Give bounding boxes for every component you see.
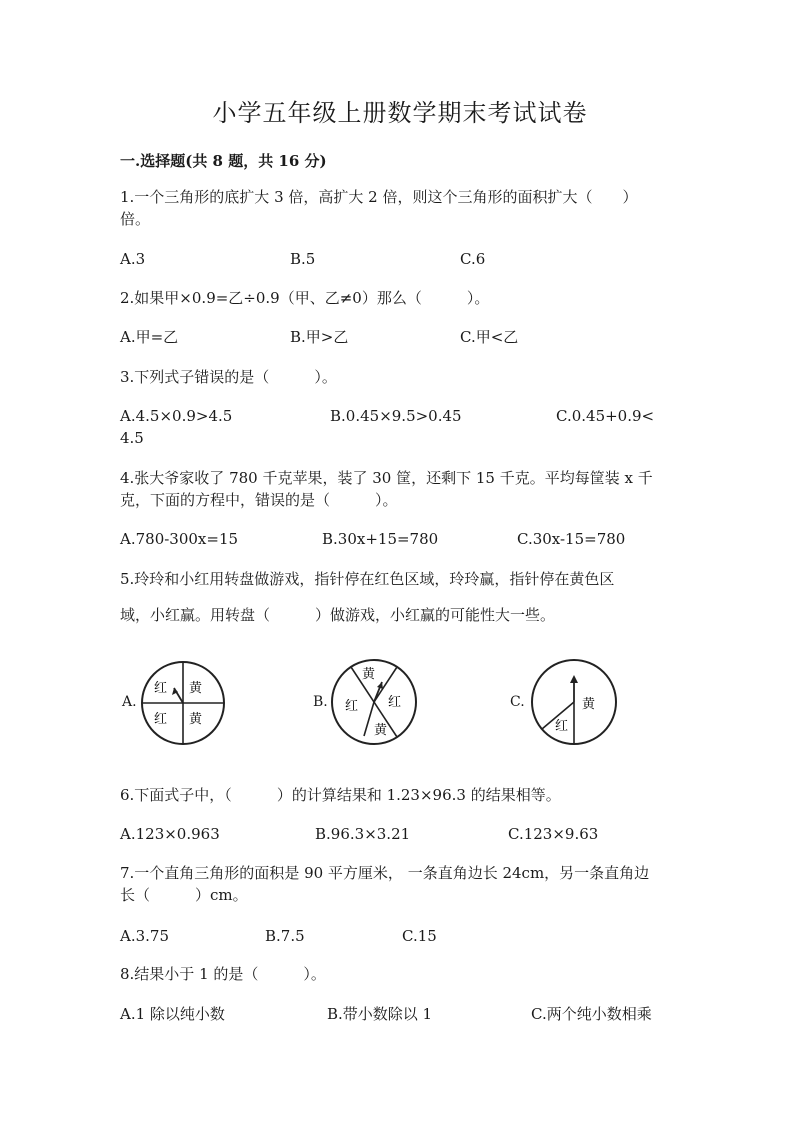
question-5-text-cont: 域，小红赢。用转盘（ ）做游戏，小红赢的可能性大一些。 — [120, 606, 556, 624]
question-8-option-b[interactable]: B.带小数除以 1 — [327, 1005, 433, 1023]
spinner-c-label[interactable]: C. — [510, 694, 525, 710]
section-heading: 一.选择题(共 8 题，共 16 分) — [120, 152, 327, 170]
spinner-b[interactable] — [330, 658, 418, 746]
question-3-option-a[interactable]: A.4.5×0.9>4.5 — [120, 407, 233, 425]
spinner-a-label[interactable]: A. — [122, 694, 137, 710]
question-7-option-a[interactable]: A.3.75 — [120, 927, 169, 945]
spinner-b-sector-2: 红 — [388, 695, 402, 710]
question-2-option-c[interactable]: C.甲<乙 — [460, 328, 519, 346]
question-5-text: 5.玲玲和小红用转盘做游戏，指针停在红色区域，玲玲赢，指针停在黄色区 — [120, 570, 615, 588]
spinner-c-sector-2: 红 — [555, 719, 569, 734]
question-7-text-cont: 长（ ）cm。 — [120, 886, 248, 904]
question-1-option-b[interactable]: B.5 — [290, 250, 316, 268]
question-6-text: 6.下面式子中，（ ）的计算结果和 1.23×96.3 的结果相等。 — [120, 786, 561, 804]
question-6-option-c[interactable]: C.123×9.63 — [508, 825, 599, 843]
question-2-text: 2.如果甲×0.9=乙÷0.9（甲、乙≠0）那么（ ）。 — [120, 289, 490, 307]
spinner-c[interactable] — [530, 658, 618, 746]
question-7-text: 7.一个直角三角形的面积是 90 平方厘米， 一条直角边长 24cm，另一条直角边 — [120, 864, 650, 882]
spinner-a-sector-4: 黄 — [189, 712, 203, 727]
question-4-option-b[interactable]: B.30x+15=780 — [322, 530, 439, 548]
spinner-c-arrowhead — [570, 675, 578, 683]
question-7-option-c[interactable]: C.15 — [402, 927, 437, 945]
question-1-option-a[interactable]: A.3 — [120, 250, 146, 268]
question-6-option-b[interactable]: B.96.3×3.21 — [315, 825, 411, 843]
spinner-b-divider-3 — [364, 702, 374, 736]
question-3-option-b[interactable]: B.0.45×9.5>0.45 — [330, 407, 462, 425]
spinner-a-sector-1: 红 — [154, 681, 168, 696]
question-4-option-a[interactable]: A.780-300x=15 — [120, 530, 239, 548]
spinner-c-sector-1: 黄 — [582, 697, 596, 712]
question-6-option-a[interactable]: A.123×0.963 — [120, 825, 220, 843]
spinner-a-sector-2: 黄 — [189, 681, 203, 696]
spinner-a[interactable] — [140, 660, 226, 746]
spinner-b-sector-4: 黄 — [374, 723, 388, 738]
question-3-text: 3.下列式子错误的是（ ）。 — [120, 368, 337, 386]
page-title: 小学五年级上册数学期末考试试卷 — [212, 99, 588, 127]
question-2-option-a[interactable]: A.甲=乙 — [120, 328, 179, 346]
question-3-option-c[interactable]: C.0.45+0.9< — [556, 407, 655, 425]
spinner-a-sector-3: 红 — [154, 712, 168, 727]
question-1-text: 1.一个三角形的底扩大 3 倍，高扩大 2 倍，则这个三角形的面积扩大（ ） — [120, 188, 638, 206]
question-1-option-c[interactable]: C.6 — [460, 250, 486, 268]
spinner-b-label[interactable]: B. — [313, 694, 328, 710]
question-2-option-b[interactable]: B.甲>乙 — [290, 328, 349, 346]
question-7-option-b[interactable]: B.7.5 — [265, 927, 305, 945]
question-8-option-c[interactable]: C.两个纯小数相乘 — [531, 1005, 652, 1023]
question-8-text: 8.结果小于 1 的是（ ）。 — [120, 965, 326, 983]
question-4-option-c[interactable]: C.30x-15=780 — [517, 530, 626, 548]
question-4-text-cont: 克，下面的方程中，错误的是（ ）。 — [120, 491, 398, 509]
spinner-b-sector-1: 黄 — [362, 667, 376, 682]
spinner-b-sector-3: 红 — [345, 699, 359, 714]
spinner-b-arrowhead — [377, 682, 383, 689]
question-8-option-a[interactable]: A.1 除以纯小数 — [120, 1005, 225, 1023]
question-3-option-c-cont: 4.5 — [120, 429, 144, 447]
question-4-text: 4.张大爷家收了 780 千克苹果，装了 30 筐，还剩下 15 千克。平均每筐装 x 千 — [120, 469, 653, 487]
question-1-text-cont: 倍。 — [120, 210, 151, 228]
